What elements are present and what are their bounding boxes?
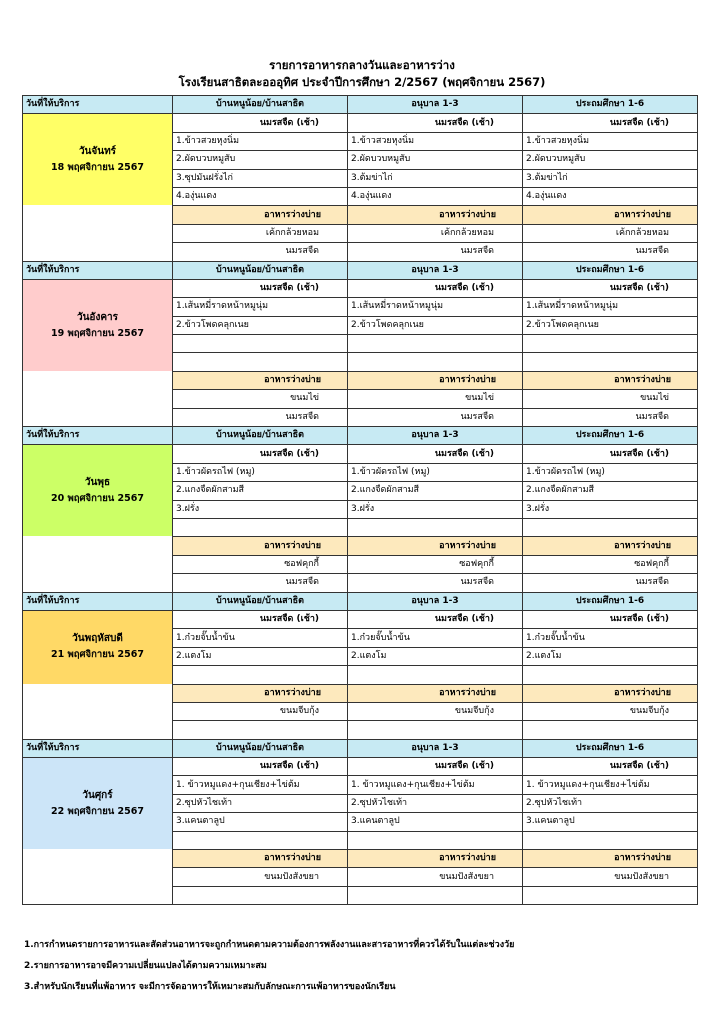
milk-morning-label: นมรสจืด (เช้า) bbox=[173, 758, 348, 776]
column-header-primary: ประถมศึกษา 1-6 bbox=[523, 739, 698, 757]
snack-item: เค้กกล้วยหอม bbox=[348, 224, 523, 242]
snack-item: นมรสจืด bbox=[348, 408, 523, 426]
dish-primary: 2.แกงจืดผักสามสี bbox=[523, 482, 698, 500]
dish-nursery bbox=[173, 353, 348, 371]
milk-morning-label: นมรสจืด (เช้า) bbox=[348, 758, 523, 776]
snack-item: นมรสจืด bbox=[523, 574, 698, 592]
snack-item: ขนมปังสังขยา bbox=[348, 868, 523, 886]
dish-kindergarten: 2.แกงจืดผักสามสี bbox=[348, 482, 523, 500]
dish-nursery: 3.ซุปมันฝรั่งไก่ bbox=[173, 169, 348, 187]
dish-kindergarten bbox=[348, 518, 523, 536]
milk-morning-label: นมรสจืด (เช้า) bbox=[173, 114, 348, 132]
snack-header: อาหารว่างบ่าย bbox=[348, 537, 523, 555]
dish-nursery: 1. ข้าวหมูแดง+กุนเชียง+ไข่ต้ม bbox=[173, 776, 348, 794]
dish-nursery: 2.ซุปหัวไชเท้า bbox=[173, 794, 348, 812]
dish-kindergarten: 1. ข้าวหมูแดง+กุนเชียง+ไข่ต้ม bbox=[348, 776, 523, 794]
column-header-primary: ประถมศึกษา 1-6 bbox=[523, 261, 698, 279]
dish-primary bbox=[523, 353, 698, 371]
day-date: 19 พฤศจิกายน 2567 bbox=[50, 327, 145, 339]
column-header-nursery: บ้านหนูน้อย/บ้านสาธิต bbox=[173, 592, 348, 610]
snack-header: อาหารว่างบ่าย bbox=[173, 371, 348, 389]
day-color-band bbox=[23, 280, 172, 371]
dish-kindergarten bbox=[348, 335, 523, 353]
menu-table bbox=[22, 95, 698, 905]
milk-morning-label: นมรสจืด (เช้า) bbox=[523, 610, 698, 628]
day-column-header: วันที่ให้บริการ bbox=[23, 427, 173, 445]
day-color-band bbox=[23, 611, 172, 684]
snack-item: ซอฟคุกกี้ bbox=[173, 555, 348, 573]
snack-item bbox=[348, 721, 523, 739]
day-date: 20 พฤศจิกายน 2567 bbox=[50, 493, 145, 505]
column-header-primary: ประถมศึกษา 1-6 bbox=[523, 592, 698, 610]
dish-primary: 2.แตงโม bbox=[523, 647, 698, 665]
snack-item: ขนมจีบกุ้ง bbox=[173, 702, 348, 720]
snack-item: ขนมจีบกุ้ง bbox=[348, 702, 523, 720]
snack-item: ขนมจีบกุ้ง bbox=[523, 702, 698, 720]
dish-primary: 2.ซุปหัวไชเท้า bbox=[523, 794, 698, 812]
dish-nursery bbox=[173, 831, 348, 849]
dish-kindergarten bbox=[348, 831, 523, 849]
dish-kindergarten: 2.ผัดบวบหมูสับ bbox=[348, 151, 523, 169]
snack-item: นมรสจืด bbox=[523, 408, 698, 426]
snack-item: ขนมไข่ bbox=[348, 390, 523, 408]
column-header-kindergarten: อนุบาล 1-3 bbox=[348, 427, 523, 445]
dish-primary bbox=[523, 666, 698, 684]
snack-item: ซอฟคุกกี้ bbox=[348, 555, 523, 573]
dish-nursery: 1.ก๋วยจั๊บน้ำข้น bbox=[173, 629, 348, 647]
day-cell bbox=[23, 445, 173, 592]
milk-morning-label: นมรสจืด (เช้า) bbox=[348, 610, 523, 628]
dish-nursery: 2.ผัดบวบหมูสับ bbox=[173, 151, 348, 169]
snack-header: อาหารว่างบ่าย bbox=[523, 850, 698, 868]
day-cell bbox=[23, 279, 173, 426]
snack-header: อาหารว่างบ่าย bbox=[173, 684, 348, 702]
dish-kindergarten: 3.ต้มข่าไก่ bbox=[348, 169, 523, 187]
snack-item: นมรสจืด bbox=[173, 408, 348, 426]
dish-primary bbox=[523, 518, 698, 536]
dish-kindergarten: 4.องุ่นแดง bbox=[348, 187, 523, 205]
snack-header: อาหารว่างบ่าย bbox=[173, 537, 348, 555]
column-header-kindergarten: อนุบาล 1-3 bbox=[348, 592, 523, 610]
dish-kindergarten: 3.แคนตาลูป bbox=[348, 813, 523, 831]
day-header-row bbox=[23, 739, 698, 757]
note-3: 3.สำหรับนักเรียนที่แพ้อาหาร จะมีการจัดอาหารให้เหมาะสมกับลักษณะการแพ้อาหารของนักเรียน bbox=[24, 982, 396, 992]
dish-kindergarten: 1.ข้าวสวยหุงนิ่ม bbox=[348, 132, 523, 150]
dish-nursery: 4.องุ่นแดง bbox=[173, 187, 348, 205]
day-date: 18 พฤศจิกายน 2567 bbox=[50, 162, 145, 174]
column-header-nursery: บ้านหนูน้อย/บ้านสาธิต bbox=[173, 261, 348, 279]
snack-item: นมรสจืด bbox=[173, 243, 348, 261]
dish-primary: 1.เส้นหมี่ราดหน้าหมูนุ่ม bbox=[523, 298, 698, 316]
snack-header: อาหารว่างบ่าย bbox=[348, 206, 523, 224]
day-color-band bbox=[23, 114, 172, 205]
dish-kindergarten: 1.เส้นหมี่ราดหน้าหมูนุ่ม bbox=[348, 298, 523, 316]
table-row bbox=[23, 445, 698, 463]
day-cell bbox=[23, 758, 173, 905]
dish-nursery bbox=[173, 518, 348, 536]
column-header-kindergarten: อนุบาล 1-3 bbox=[348, 96, 523, 114]
dish-nursery bbox=[173, 666, 348, 684]
snack-header: อาหารว่างบ่าย bbox=[348, 371, 523, 389]
snack-item bbox=[523, 721, 698, 739]
column-header-nursery: บ้านหนูน้อย/บ้านสาธิต bbox=[173, 96, 348, 114]
day-cell bbox=[23, 114, 173, 261]
milk-morning-label: นมรสจืด (เช้า) bbox=[173, 445, 348, 463]
dish-kindergarten: 3.ฝรั่ง bbox=[348, 500, 523, 518]
column-header-kindergarten: อนุบาล 1-3 bbox=[348, 739, 523, 757]
table-row bbox=[23, 758, 698, 776]
milk-morning-label: นมรสจืด (เช้า) bbox=[348, 114, 523, 132]
snack-header: อาหารว่างบ่าย bbox=[523, 206, 698, 224]
dish-primary: 3.ฝรั่ง bbox=[523, 500, 698, 518]
dish-kindergarten bbox=[348, 666, 523, 684]
snack-item bbox=[348, 886, 523, 904]
dish-primary: 3.แคนตาลูป bbox=[523, 813, 698, 831]
dish-nursery bbox=[173, 335, 348, 353]
snack-item: ขนมปังสังขยา bbox=[173, 868, 348, 886]
snack-header: อาหารว่างบ่าย bbox=[523, 371, 698, 389]
milk-morning-label: นมรสจืด (เช้า) bbox=[523, 279, 698, 297]
snack-header: อาหารว่างบ่าย bbox=[523, 537, 698, 555]
table-row bbox=[23, 610, 698, 628]
dish-nursery: 2.ข้าวโพดคลุกเนย bbox=[173, 316, 348, 334]
day-name: วันพฤหัสบดี bbox=[72, 633, 123, 645]
dish-primary: 2.ข้าวโพดคลุกเนย bbox=[523, 316, 698, 334]
snack-item: นมรสจืด bbox=[348, 243, 523, 261]
dish-primary: 1.ก๋วยจั๊บน้ำข้น bbox=[523, 629, 698, 647]
snack-item: นมรสจืด bbox=[523, 243, 698, 261]
table-row bbox=[23, 114, 698, 132]
milk-morning-label: นมรสจืด (เช้า) bbox=[523, 758, 698, 776]
snack-item: เค้กกล้วยหอม bbox=[523, 224, 698, 242]
snack-item: ขนมปังสังขยา bbox=[523, 868, 698, 886]
snack-item: เค้กกล้วยหอม bbox=[173, 224, 348, 242]
snack-item: ขนมไข่ bbox=[173, 390, 348, 408]
dish-primary: 3.ต้มข่าไก่ bbox=[523, 169, 698, 187]
dish-nursery: 3.แคนตาลูป bbox=[173, 813, 348, 831]
dish-kindergarten: 2.แตงโม bbox=[348, 647, 523, 665]
dish-primary: 1.ข้าวสวยหุงนิ่ม bbox=[523, 132, 698, 150]
snack-item: ขนมไข่ bbox=[523, 390, 698, 408]
day-column-header: วันที่ให้บริการ bbox=[23, 739, 173, 757]
day-header-row bbox=[23, 427, 698, 445]
milk-morning-label: นมรสจืด (เช้า) bbox=[348, 279, 523, 297]
dish-nursery: 1.ข้าวผัดรถไฟ (หมู) bbox=[173, 463, 348, 481]
dish-kindergarten bbox=[348, 353, 523, 371]
milk-morning-label: นมรสจืด (เช้า) bbox=[523, 445, 698, 463]
day-column-header: วันที่ให้บริการ bbox=[23, 592, 173, 610]
day-header-row bbox=[23, 592, 698, 610]
day-header-row bbox=[23, 96, 698, 114]
day-name: วันจันทร์ bbox=[78, 146, 117, 158]
dish-kindergarten: 1.ก๋วยจั๊บน้ำข้น bbox=[348, 629, 523, 647]
dish-nursery: 2.แกงจืดผักสามสี bbox=[173, 482, 348, 500]
snack-header: อาหารว่างบ่าย bbox=[348, 684, 523, 702]
milk-morning-label: นมรสจืด (เช้า) bbox=[173, 279, 348, 297]
dish-primary: 1. ข้าวหมูแดง+กุนเชียง+ไข่ต้ม bbox=[523, 776, 698, 794]
day-color-band bbox=[23, 758, 172, 849]
dish-kindergarten: 2.ข้าวโพดคลุกเนย bbox=[348, 316, 523, 334]
milk-morning-label: นมรสจืด (เช้า) bbox=[173, 610, 348, 628]
day-name: วันพุธ bbox=[84, 477, 111, 489]
day-name: วันอังคาร bbox=[76, 311, 118, 323]
day-column-header: วันที่ให้บริการ bbox=[23, 96, 173, 114]
day-column-header: วันที่ให้บริการ bbox=[23, 261, 173, 279]
page-title: รายการอาหารกลางวันและอาหารว่าง bbox=[269, 58, 455, 72]
day-header-row bbox=[23, 261, 698, 279]
note-2: 2.รายการอาหารอาจมีความเปลี่ยนแปลงได้ตามความเหมาะสม bbox=[24, 961, 267, 971]
snack-header: อาหารว่างบ่าย bbox=[173, 850, 348, 868]
snack-item bbox=[173, 886, 348, 904]
dish-nursery: 3.ฝรั่ง bbox=[173, 500, 348, 518]
snack-item: นมรสจืด bbox=[173, 574, 348, 592]
dish-kindergarten: 1.ข้าวผัดรถไฟ (หมู) bbox=[348, 463, 523, 481]
note-1: 1.การกำหนดรายการอาหารและสัดส่วนอาหารจะถูกกำหนดตามความต้องการพลังงานและสารอาหารที่ควรได้รับในแต่ละช่วงวัย bbox=[24, 940, 515, 950]
day-color-band bbox=[23, 445, 172, 536]
day-date: 22 พฤศจิกายน 2567 bbox=[50, 805, 145, 817]
column-header-nursery: บ้านหนูน้อย/บ้านสาธิต bbox=[173, 739, 348, 757]
page-subtitle: โรงเรียนสาธิตละอออุทิศ ประจำปีการศึกษา 2/2567 (พฤศจิกายน 2567) bbox=[178, 75, 546, 89]
snack-item: นมรสจืด bbox=[348, 574, 523, 592]
dish-nursery: 2.แตงโม bbox=[173, 647, 348, 665]
column-header-primary: ประถมศึกษา 1-6 bbox=[523, 96, 698, 114]
column-header-primary: ประถมศึกษา 1-6 bbox=[523, 427, 698, 445]
dish-primary bbox=[523, 335, 698, 353]
milk-morning-label: นมรสจืด (เช้า) bbox=[523, 114, 698, 132]
dish-primary bbox=[523, 831, 698, 849]
day-name: วันศุกร์ bbox=[82, 789, 113, 801]
snack-item: ซอฟคุกกี้ bbox=[523, 555, 698, 573]
snack-header: อาหารว่างบ่าย bbox=[523, 684, 698, 702]
day-cell bbox=[23, 610, 173, 739]
dish-primary: 1.ข้าวผัดรถไฟ (หมู) bbox=[523, 463, 698, 481]
snack-header: อาหารว่างบ่าย bbox=[348, 850, 523, 868]
day-date: 21 พฤศจิกายน 2567 bbox=[50, 649, 145, 661]
snack-header: อาหารว่างบ่าย bbox=[173, 206, 348, 224]
dish-primary: 2.ผัดบวบหมูสับ bbox=[523, 151, 698, 169]
column-header-nursery: บ้านหนูน้อย/บ้านสาธิต bbox=[173, 427, 348, 445]
dish-primary: 4.องุ่นแดง bbox=[523, 187, 698, 205]
table-row bbox=[23, 279, 698, 297]
notes bbox=[24, 935, 514, 998]
snack-item bbox=[173, 721, 348, 739]
dish-kindergarten: 2.ซุปหัวไชเท้า bbox=[348, 794, 523, 812]
dish-nursery: 1.เส้นหมี่ราดหน้าหมูนุ่ม bbox=[173, 298, 348, 316]
dish-nursery: 1.ข้าวสวยหุงนิ่ม bbox=[173, 132, 348, 150]
column-header-kindergarten: อนุบาล 1-3 bbox=[348, 261, 523, 279]
milk-morning-label: นมรสจืด (เช้า) bbox=[348, 445, 523, 463]
snack-item bbox=[523, 886, 698, 904]
